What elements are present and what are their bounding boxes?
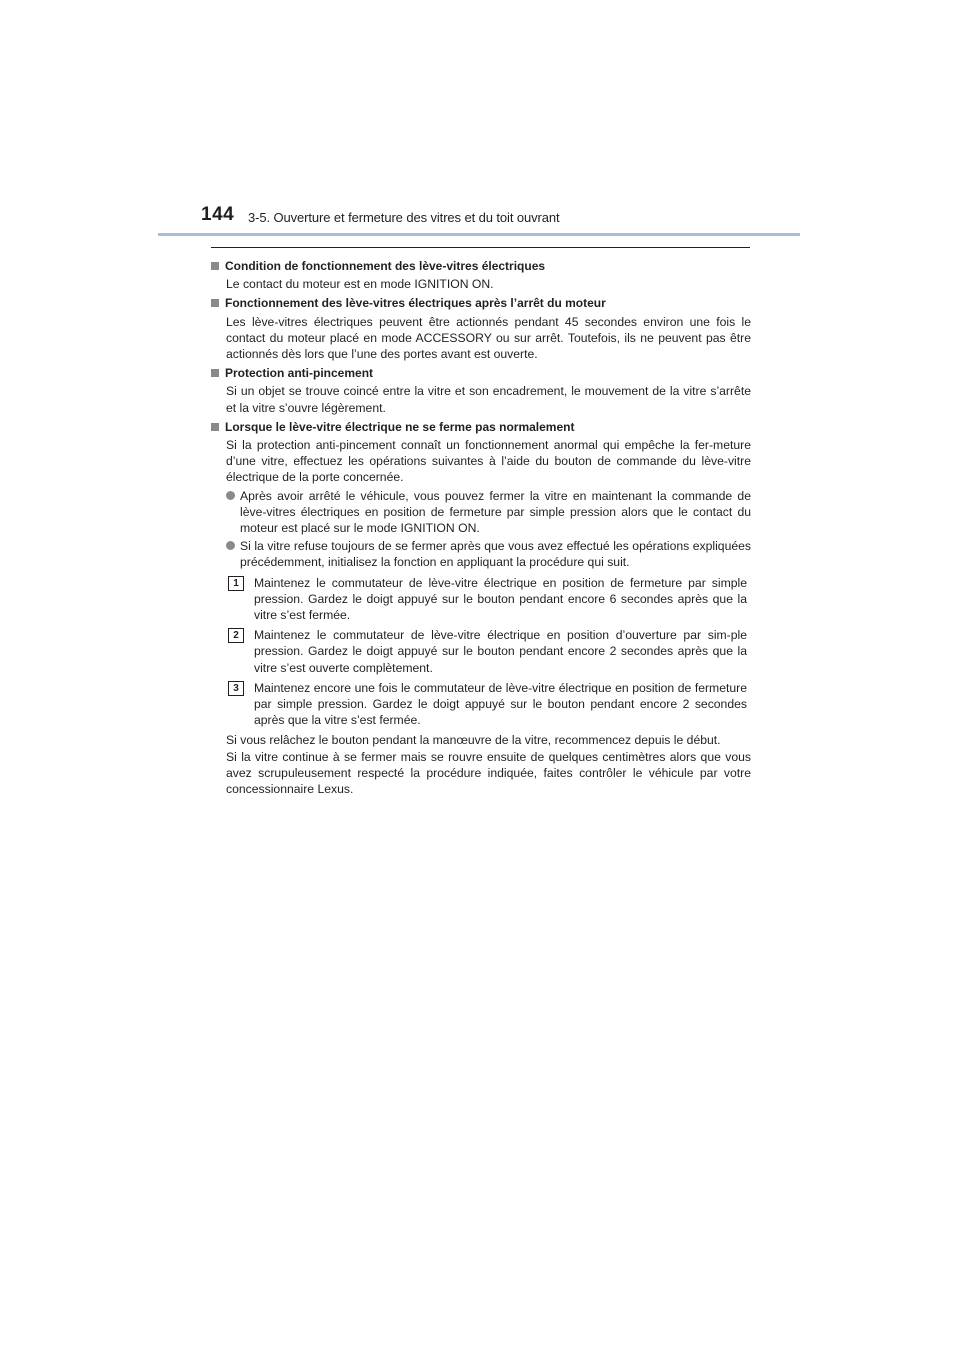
content-rule bbox=[211, 247, 750, 248]
section-text: Les lève-vitres électriques peuvent être actionnés pendant 45 secondes environ une fois le contact du moteur placé en mode ACCESSORY ou sur arrêt. Toutefois, ils ne peuvent pas être actionnés dès lors que l’une des portes avant est ouverte. bbox=[226, 314, 751, 362]
section-after-engine-off bbox=[211, 295, 751, 362]
circle-bullet-icon bbox=[226, 541, 235, 550]
step-number-badge: 2 bbox=[228, 628, 244, 643]
step-number-badge: 1 bbox=[228, 576, 244, 591]
section-text: Le contact du moteur est en mode IGNITION ON. bbox=[226, 277, 494, 292]
section-heading: Lorsque le lève-vitre électrique ne se ferme pas normalement bbox=[225, 419, 575, 434]
page-number: 144 bbox=[201, 204, 235, 225]
step-text: Maintenez le commutateur de lève-vitre électrique en position d’ouverture par sim-ple pression. Gardez le doigt appuyé sur le bouton pendant encore 2 secondes après que la vitre s’est ouverte complètement. bbox=[254, 628, 747, 675]
step-text: Maintenez le commutateur de lève-vitre électrique en position de fermeture par simple pression. Gardez le doigt appuyé sur le bouton pendant encore 6 secondes après que la vitre s’est fermée. bbox=[254, 575, 747, 623]
chapter-title: 3-5. Ouverture et fermeture des vitres et du toit ouvrant bbox=[248, 210, 560, 225]
list-item bbox=[211, 538, 751, 570]
square-bullet-icon bbox=[211, 262, 219, 270]
section-heading: Condition de fonctionnement des lève-vitres électriques bbox=[225, 259, 546, 273]
section-anti-pinch bbox=[211, 365, 751, 416]
section-heading: Protection anti-pincement bbox=[225, 366, 374, 381]
section-text: Si la protection anti-pincement connaît un fonctionnement anormal qui empêche la fer-meture d’une vitre, effectuez les opérations suivantes à l’aide du bouton de commande du lève-vitre électrique de la porte concernée. bbox=[226, 438, 751, 485]
square-bullet-icon bbox=[211, 423, 219, 431]
section-heading: Fonctionnement des lève-vitres électriques après l’arrêt du moteur bbox=[225, 296, 606, 311]
circle-bullet-icon bbox=[226, 491, 235, 500]
list-item bbox=[211, 488, 751, 537]
bullet-text: Si la vitre refuse toujours de se fermer après que vous avez effectué les opérations expliquées précédemment, initialisez la fonction en appliquant la procédure qui suit. bbox=[240, 539, 751, 570]
closing-note: Si la vitre continue à se fermer mais se rouvre ensuite de quelques centimètres alors que vous avez scrupuleusement respecté la procédure indiquée, faites contrôler le véhicule par votre concessionnaire Lexus. bbox=[226, 749, 751, 797]
closing-note: Si vous relâchez le bouton pendant la manœuvre de la vitre, recommencez depuis le début. bbox=[226, 733, 721, 748]
page-content bbox=[211, 258, 751, 800]
step-1 bbox=[211, 575, 751, 624]
section-window-not-closing bbox=[211, 419, 751, 797]
section-text: Si un objet se trouve coincé entre la vitre et son encadrement, le mouvement de la vitre s’arrête et la vitre s’ouvre légèrement. bbox=[226, 384, 751, 415]
step-number-badge: 3 bbox=[228, 681, 244, 696]
step-3 bbox=[211, 680, 751, 729]
header-rule bbox=[158, 233, 800, 236]
bullet-text: Après avoir arrêté le véhicule, vous pouvez fermer la vitre en maintenant la commande de lève-vitres électriques en position de fermeture par simple pression alors que le contact du moteur est placé sur le mode IGNITION ON. bbox=[240, 488, 751, 536]
step-text: Maintenez encore une fois le commutateur de lève-vitre électrique en position de fermeture par simple pression. Gardez le doigt appuyé sur le bouton pendant encore 2 secondes après que la vitre s’est fermée. bbox=[254, 680, 747, 728]
section-operating-condition bbox=[211, 258, 751, 292]
square-bullet-icon bbox=[211, 369, 219, 377]
square-bullet-icon bbox=[211, 299, 219, 307]
step-2 bbox=[211, 627, 751, 676]
